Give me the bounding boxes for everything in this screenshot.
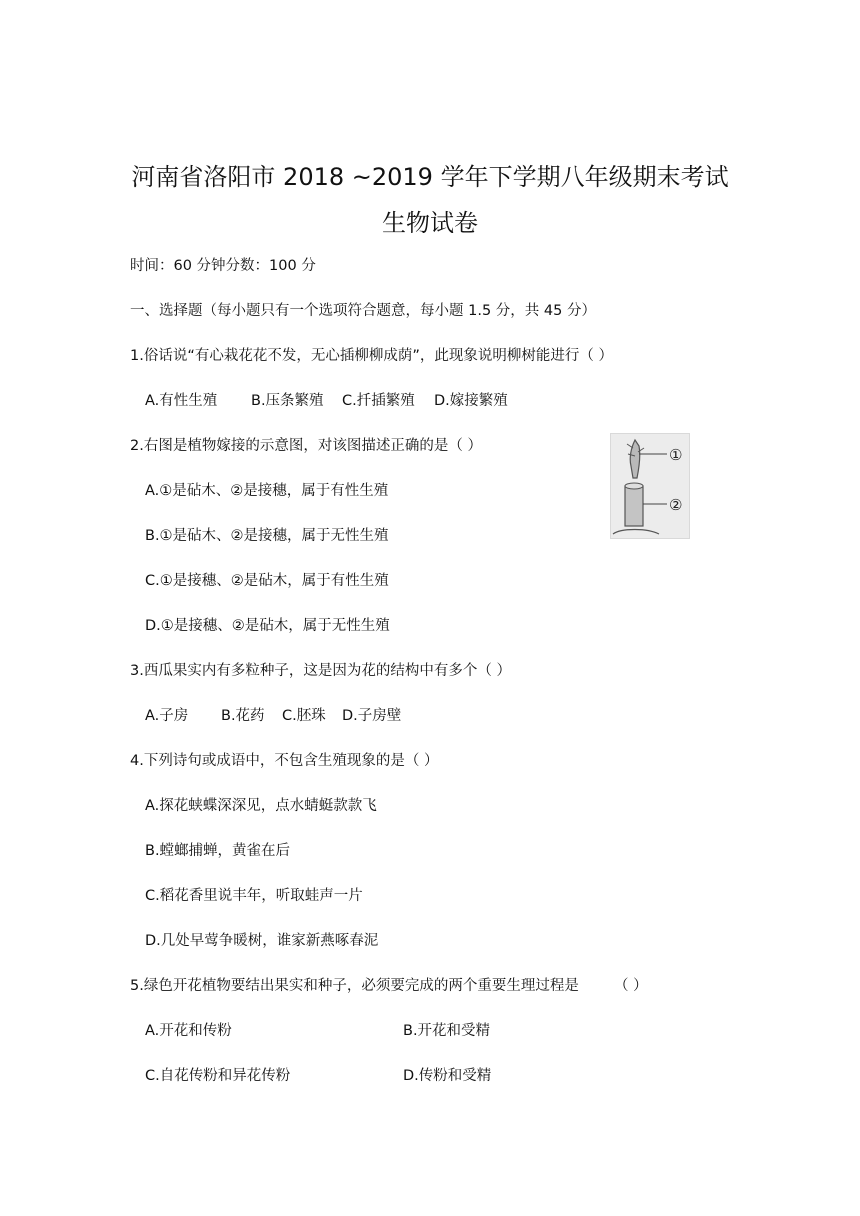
page-title: 河南省洛阳市 2018 ~2019 学年下学期八年级期末考试: [131, 163, 729, 191]
page-subtitle: 生物试卷: [382, 209, 478, 237]
stock-cut-surface: [625, 483, 643, 489]
question-3-option-a: A.子房: [145, 708, 189, 724]
grafting-diagram: [610, 433, 690, 539]
question-1-option-d: D.嫁接繁殖: [434, 393, 508, 409]
question-2-option-d: D.①是接穗、②是砧木，属于无性生殖: [145, 618, 390, 634]
question-4-option-d: D.几处早莺争暖树，谁家新燕啄春泥: [145, 933, 379, 949]
ground-line: [613, 530, 659, 535]
question-2-option-a: A.①是砧木、②是接穗，属于有性生殖: [145, 483, 389, 499]
question-3-option-c: C.胚珠: [282, 708, 326, 724]
question-4-option-c: C.稻花香里说丰年，听取蛙声一片: [145, 888, 363, 904]
scion-shape: [630, 440, 640, 478]
question-2-option-c: C.①是接穗、②是砧木，属于有性生殖: [145, 573, 389, 589]
label-1: ①: [669, 446, 683, 464]
grafting-diagram-drawing: [611, 434, 689, 538]
exam-info: 时间：60 分钟分数：100 分: [130, 258, 316, 274]
question-4-option-b: B.螳螂捕蝉，黄雀在后: [145, 843, 291, 859]
question-1-option-a: A.有性生殖: [145, 393, 218, 409]
section-heading: 一、选择题（每小题只有一个选项符合题意，每小题 1.5 分，共 45 分）: [130, 303, 596, 319]
question-3-option-d: D.子房壁: [342, 708, 402, 724]
question-3-option-b: B.花药: [221, 708, 265, 724]
question-4-option-a: A.探花蛱蝶深深见，点水蜻蜓款款飞: [145, 798, 377, 814]
question-5-option-d: D.传粉和受精: [403, 1068, 492, 1084]
question-5-option-a: A.开花和传粉: [145, 1023, 232, 1039]
question-5-option-b: B.开花和受精: [403, 1023, 491, 1039]
question-3-stem: 3.西瓜果实内有多粒种子，这是因为花的结构中有多个（ ）: [130, 663, 511, 679]
question-2-option-b: B.①是砧木、②是接穗，属于无性生殖: [145, 528, 389, 544]
question-1-option-c: C.扦插繁殖: [342, 393, 415, 409]
question-5-option-c: C.自花传粉和异花传粉: [145, 1068, 291, 1084]
question-1-stem: 1.俗话说“有心栽花花不发，无心插柳柳成荫”，此现象说明柳树能进行（ ）: [130, 348, 613, 364]
label-2: ②: [669, 496, 683, 514]
question-1-option-b: B.压条繁殖: [251, 393, 324, 409]
stock-shape: [625, 486, 643, 526]
question-5-paren: （ ）: [614, 978, 648, 994]
question-5-stem: 5.绿色开花植物要结出果实和种子，必须要完成的两个重要生理过程是: [130, 978, 579, 994]
question-2-stem: 2.右图是植物嫁接的示意图，对该图描述正确的是（ ）: [130, 438, 482, 454]
question-4-stem: 4.下列诗句或成语中，不包含生殖现象的是（ ）: [130, 753, 439, 769]
